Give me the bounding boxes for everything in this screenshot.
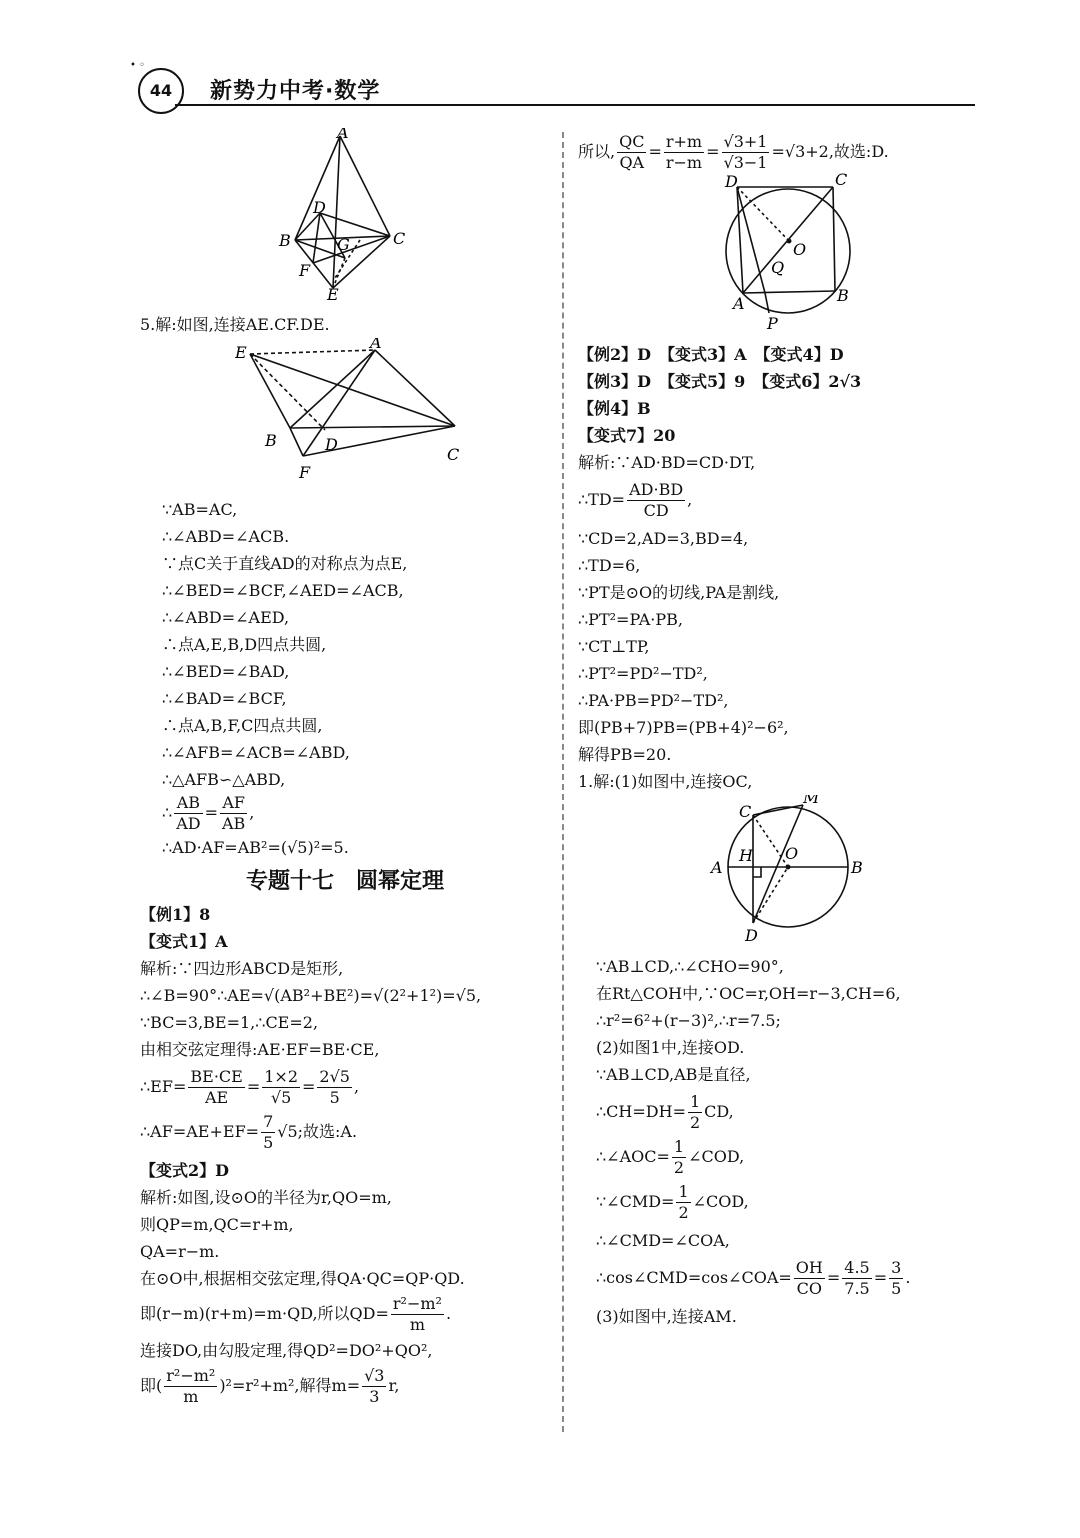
label-E: E	[327, 285, 339, 303]
example-1: 【例1】8	[140, 905, 211, 924]
qd-line	[140, 1294, 550, 1335]
frac-num: r+m	[665, 132, 703, 151]
solution-line: 解得PB=20.	[578, 745, 672, 764]
ch-prefix: ∴CH=DH=	[596, 1102, 686, 1121]
frac-den: m	[183, 1387, 199, 1406]
frac-den: CD	[643, 501, 669, 520]
punct: ,	[687, 490, 693, 509]
cmd-prefix: ∵∠CMD=	[596, 1192, 675, 1211]
frac-num: 3	[891, 1258, 902, 1277]
equals: =	[204, 803, 218, 822]
label-H: H	[739, 846, 753, 865]
frac-num: r²−m²	[392, 1294, 442, 1313]
frac-den: 2	[678, 1203, 689, 1222]
label-P: P	[767, 314, 778, 333]
label-C: C	[393, 229, 406, 248]
solution-line: 解析:如图,设⊙O的半径为r,QO=m,	[140, 1188, 392, 1207]
frac-den: 5	[329, 1088, 340, 1107]
frac-den: 5	[263, 1133, 274, 1152]
af-line	[140, 1112, 550, 1153]
label-C: C	[447, 445, 460, 464]
frac-num: √3	[364, 1366, 385, 1385]
book-title: 新势力中考·数学	[210, 79, 381, 104]
frac-den: AB	[221, 814, 246, 833]
ad-af-line: ∴AD·AF=AB²=(√5)²=5.	[162, 838, 349, 857]
q5-intro: 5.解:如图,连接AE.CF.DE.	[140, 315, 330, 334]
frac-num: 1	[689, 1092, 701, 1111]
aoc-prefix: ∴∠AOC=	[596, 1147, 670, 1166]
answers: 【例2】D 【变式3】A 【变式4】D	[578, 345, 844, 364]
ef-line: ∴EF= $\frac{BE\cdot CE}{AE}$ = $\frac{1\times 2}{√5}$ = $\frac{2√5}{5}$ ,	[140, 1067, 360, 1107]
label-A: A	[370, 338, 382, 352]
td-line	[578, 480, 978, 521]
m-line	[140, 1366, 550, 1407]
punct: .	[905, 1268, 911, 1287]
proof-line: ∴∠BAD=∠BCF,	[162, 689, 287, 708]
proof-line: ∴∠ABD=∠ACB.	[162, 527, 290, 546]
label-B: B	[279, 231, 291, 250]
so-line: 所以, $\frac{QC}{QA}$ = $\frac{r+m}{r-m}$ = $\frac{√3+1}{√3-1}$ =√3+2,故选:D.	[578, 132, 889, 172]
figure-circle-square	[703, 173, 873, 333]
solution-line: ∴PA·PB=PD²−TD²,	[578, 691, 729, 710]
solution-line: ∵AB⊥CD,AB是直径,	[596, 1065, 751, 1084]
so-end: =√3+2,故选:D.	[771, 142, 889, 161]
frac-num: OH	[795, 1258, 823, 1277]
aoc-line	[596, 1137, 978, 1178]
solution-line: ∴TD=6,	[578, 556, 641, 575]
frac-num: 4.5	[844, 1258, 870, 1277]
label-O: O	[785, 844, 799, 863]
answers: 【变式7】20	[578, 426, 676, 445]
proof-line: ∴点A,E,B,D四点共圆,	[162, 635, 327, 654]
proof-line: ∴△AFB∽△ABD,	[162, 770, 286, 789]
so-prefix: 所以,	[578, 142, 616, 161]
solution-line: 即(PB+7)PB=(PB+4)²−6²,	[578, 718, 789, 737]
page-header	[130, 60, 980, 120]
frac-num: √3+1	[723, 132, 768, 151]
solution-line: ∵PT是⊙O的切线,PA是割线,	[578, 583, 780, 602]
label-B: B	[265, 431, 277, 450]
label-M: M	[803, 795, 820, 807]
proof-line: ∴∠ABD=∠AED,	[162, 608, 290, 627]
right-column	[578, 132, 978, 1330]
solution-line: 在⊙O中,根据相交弦定理,得QA·QC=QP·QD.	[140, 1269, 465, 1288]
frac-num: 2√5	[319, 1067, 350, 1086]
label-O: O	[793, 240, 807, 259]
label-F: F	[299, 261, 311, 280]
af-end: √5;故选:A.	[277, 1122, 358, 1141]
label-A: A	[337, 128, 349, 142]
frac-den: 7.5	[844, 1279, 870, 1298]
proof-line: ∵点C关于直线AD的对称点为点E,	[162, 554, 408, 573]
qd-prefix: 即(r−m)(r+m)=m·QD,所以QD=	[140, 1304, 389, 1323]
frac-num: AF	[220, 793, 247, 814]
part3-line: (3)如图中,连接AM.	[596, 1307, 737, 1326]
m-mid: )²=r²+m²,解得m=	[219, 1376, 361, 1395]
solution-line: 1.解:(1)如图中,连接OC,	[578, 772, 753, 791]
frac-num: QC	[619, 132, 645, 151]
aoc-end: ∠COD,	[688, 1147, 745, 1166]
do-line: 连接DO,由勾股定理,得QD²=DO²+QO²,	[140, 1341, 433, 1360]
decorative-dots: • ◦	[130, 60, 145, 71]
frac-den: 5	[891, 1279, 902, 1298]
frac-den: 2	[673, 1158, 685, 1177]
solution-line: 由相交弦定理得:AE·EF=BE·CE,	[140, 1040, 380, 1059]
column-divider	[562, 132, 564, 1432]
answers: 【例4】B	[578, 399, 651, 418]
section-title: 专题十七 圆幂定理	[245, 869, 444, 894]
ratio-prefix: ∴	[162, 803, 173, 822]
variant-2: 【变式2】D	[140, 1161, 230, 1180]
ch-end: CD,	[704, 1102, 734, 1121]
label-B: B	[837, 286, 849, 305]
solution-line: (2)如图1中,连接OD.	[596, 1038, 745, 1057]
cmd-end: ∠COD,	[692, 1192, 749, 1211]
frac-num: 7	[263, 1112, 274, 1131]
solution-line: QA=r−m.	[140, 1242, 220, 1261]
frac-num: 1×2	[264, 1067, 298, 1086]
page-number: 44	[138, 68, 184, 114]
proof-line: ∴∠AFB=∠ACB=∠ABD,	[162, 743, 350, 762]
frac-den: AD	[176, 814, 201, 833]
frac-num: 1	[673, 1137, 685, 1156]
m-end: r,	[388, 1376, 400, 1395]
frac-num: AD·BD	[629, 480, 684, 499]
solution-line: ∵AB⊥CD,∴∠CHO=90°,	[596, 957, 784, 976]
solution-line: ∵BC=3,BE=1,∴CE=2,	[140, 1013, 319, 1032]
af-prefix: ∴AF=AE+EF=	[140, 1122, 260, 1141]
label-D: D	[745, 926, 758, 945]
label-C: C	[739, 802, 752, 821]
solution-line: ∴r²=6²+(r−3)²,∴r=7.5;	[596, 1011, 781, 1030]
solution-line: ∴PT²=PA·PB,	[578, 610, 683, 629]
frac-den: r−m	[665, 153, 703, 172]
label-D: D	[325, 435, 338, 454]
frac-den: CO	[796, 1279, 822, 1298]
label-F: F	[299, 463, 311, 482]
label-G: G	[337, 235, 350, 254]
label-B: B	[851, 858, 863, 877]
label-E: E	[235, 343, 247, 362]
frac-den: QA	[619, 153, 645, 172]
ratio-line	[162, 793, 550, 834]
solution-line: 解析:∵四边形ABCD是矩形,	[140, 959, 344, 978]
solution-line: 解析:∵AD·BD=CD·DT,	[578, 453, 756, 472]
frac-den: m	[409, 1315, 426, 1334]
solution-line: 则QP=m,QC=r+m,	[140, 1215, 294, 1234]
frac-den: 3	[369, 1387, 380, 1406]
proof-line: ∴∠BED=∠BAD,	[162, 662, 290, 681]
cmd-line	[596, 1182, 978, 1223]
figure-quad	[235, 338, 475, 488]
solution-line: ∴PT²=PD²−TD²,	[578, 664, 708, 683]
header-rule	[175, 104, 975, 106]
label-Q: Q	[771, 258, 785, 277]
figure-circle-diameter	[703, 795, 873, 945]
solution-line: ∴∠B=90°∴AE=√(AB²+BE²)=√(2²+1²)=√5,	[140, 986, 482, 1005]
m-prefix: 即(	[140, 1376, 163, 1395]
cmd-coa-line: ∴∠CMD=∠COA,	[596, 1231, 730, 1250]
frac-num: BE·CE	[190, 1067, 243, 1086]
label-A: A	[733, 294, 745, 313]
td-prefix: ∴TD=	[578, 490, 626, 509]
answers: 【例3】D 【变式5】9 【变式6】2√3	[578, 372, 862, 391]
cos-line: ∴cos∠CMD=cos∠COA= $\frac{OH}{CO}$ = $\frac{4.5}{7.5}$ = $\frac{3}{5}$ .	[596, 1258, 911, 1298]
frac-den: √5	[270, 1088, 292, 1107]
frac-den: AE	[204, 1088, 229, 1107]
frac-den: √3−1	[723, 153, 768, 172]
label-D: D	[313, 198, 326, 217]
frac-num: r²−m²	[166, 1366, 216, 1385]
punct: .	[445, 1304, 452, 1323]
ef-prefix: ∴EF=	[140, 1077, 187, 1096]
label-C: C	[835, 173, 848, 189]
cos-prefix: ∴cos∠CMD=cos∠COA=	[596, 1268, 792, 1287]
left-column	[140, 128, 550, 1409]
ch-line	[596, 1092, 978, 1133]
solution-line: ∵CD=2,AD=3,BD=4,	[578, 529, 749, 548]
solution-line: ∵CT⊥TP,	[578, 637, 650, 656]
frac-num: AB	[174, 793, 202, 814]
solution-line: 在Rt△COH中,∵OC=r,OH=r−3,CH=6,	[596, 984, 901, 1003]
proof-line: ∴∠BED=∠BCF,∠AED=∠ACB,	[162, 581, 404, 600]
frac-den: 2	[689, 1113, 701, 1132]
punct: ,	[353, 1077, 360, 1096]
variant-1: 【变式1】A	[140, 932, 228, 951]
frac-num: 1	[678, 1182, 689, 1201]
punct: ,	[249, 803, 255, 822]
figure-tetra	[275, 128, 475, 303]
proof-line: ∵AB=AC,	[162, 500, 238, 519]
proof-line: ∴点A,B,F,C四点共圆,	[162, 716, 323, 735]
label-A: A	[711, 858, 723, 877]
label-D: D	[725, 173, 738, 191]
